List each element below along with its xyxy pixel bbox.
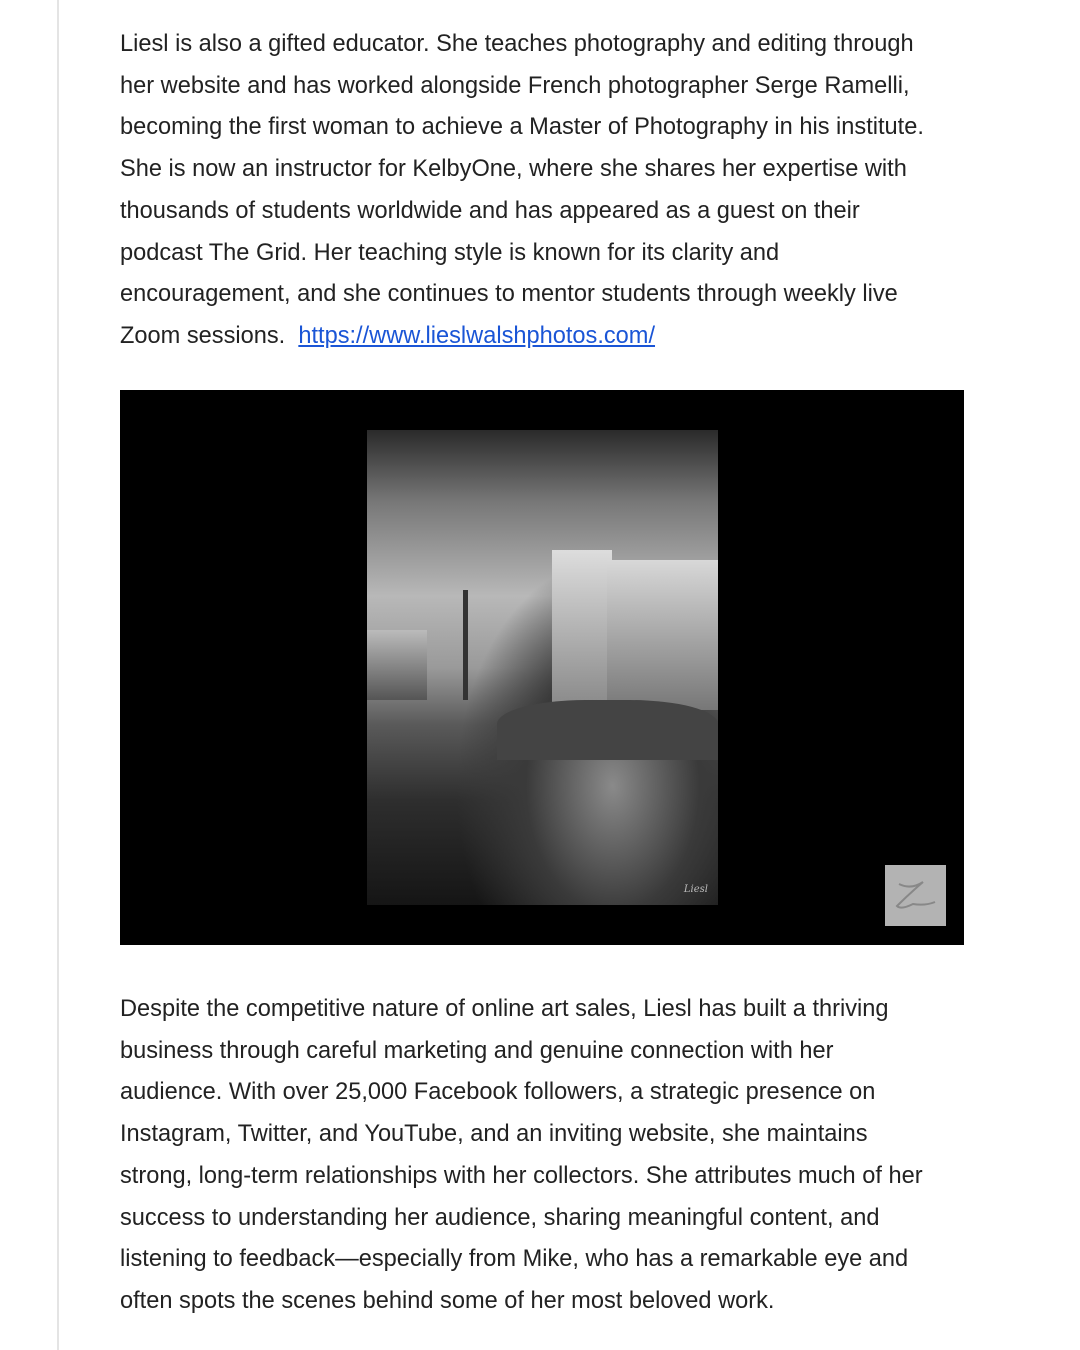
website-link[interactable]: https://www.lieslwalshphotos.com/ [298, 322, 656, 349]
photo-frame [120, 390, 964, 945]
text-line: often spots the scenes behind some of her most beloved work. [120, 1287, 775, 1314]
photo-signature: Liesl [683, 884, 708, 895]
text-line: Liesl is also a gifted educator. She teaches photography and editing through [120, 31, 914, 57]
text-line: success to understanding her audience, sharing meaningful content, and [120, 1204, 880, 1231]
rome-fountain-photo [367, 430, 718, 905]
text-line: becoming the first woman to achieve a Master of Photography in his institute. [120, 114, 924, 141]
text-line: listening to feedback—especially from Mike, who has a remarkable eye and [120, 1246, 909, 1273]
text-line: podcast The Grid. Her teaching style is known for its clarity and [120, 239, 780, 266]
text-line: strong, long-term relationships with her collectors. She attributes much of her [120, 1162, 923, 1189]
script-l-icon [891, 876, 941, 916]
watermark-logo [885, 865, 946, 926]
text-line: her website and has worked alongside French photographer Serge Ramelli, [120, 72, 910, 99]
text-line [120, 316, 924, 358]
text-line: Despite the competitive nature of online art sales, Liesl has built a thriving [120, 996, 889, 1022]
text-line: thousands of students worldwide and has appeared as a guest on their [120, 197, 860, 224]
text-line: encouragement, and she continues to mentor students through weekly live [120, 281, 898, 308]
text-line: audience. With over 25,000 Facebook followers, a strategic presence on [120, 1079, 876, 1106]
paragraph-educator [120, 24, 924, 358]
left-border [57, 0, 59, 1350]
text-line: Instagram, Twitter, and YouTube, and an inviting website, she maintains [120, 1121, 868, 1148]
text-line-end: Zoom sessions. [120, 322, 286, 349]
paragraph-business [120, 989, 923, 1323]
text-line: business through careful marketing and genuine connection with her [120, 1037, 834, 1064]
text-line: She is now an instructor for KelbyOne, where she shares her expertise with [120, 156, 907, 183]
